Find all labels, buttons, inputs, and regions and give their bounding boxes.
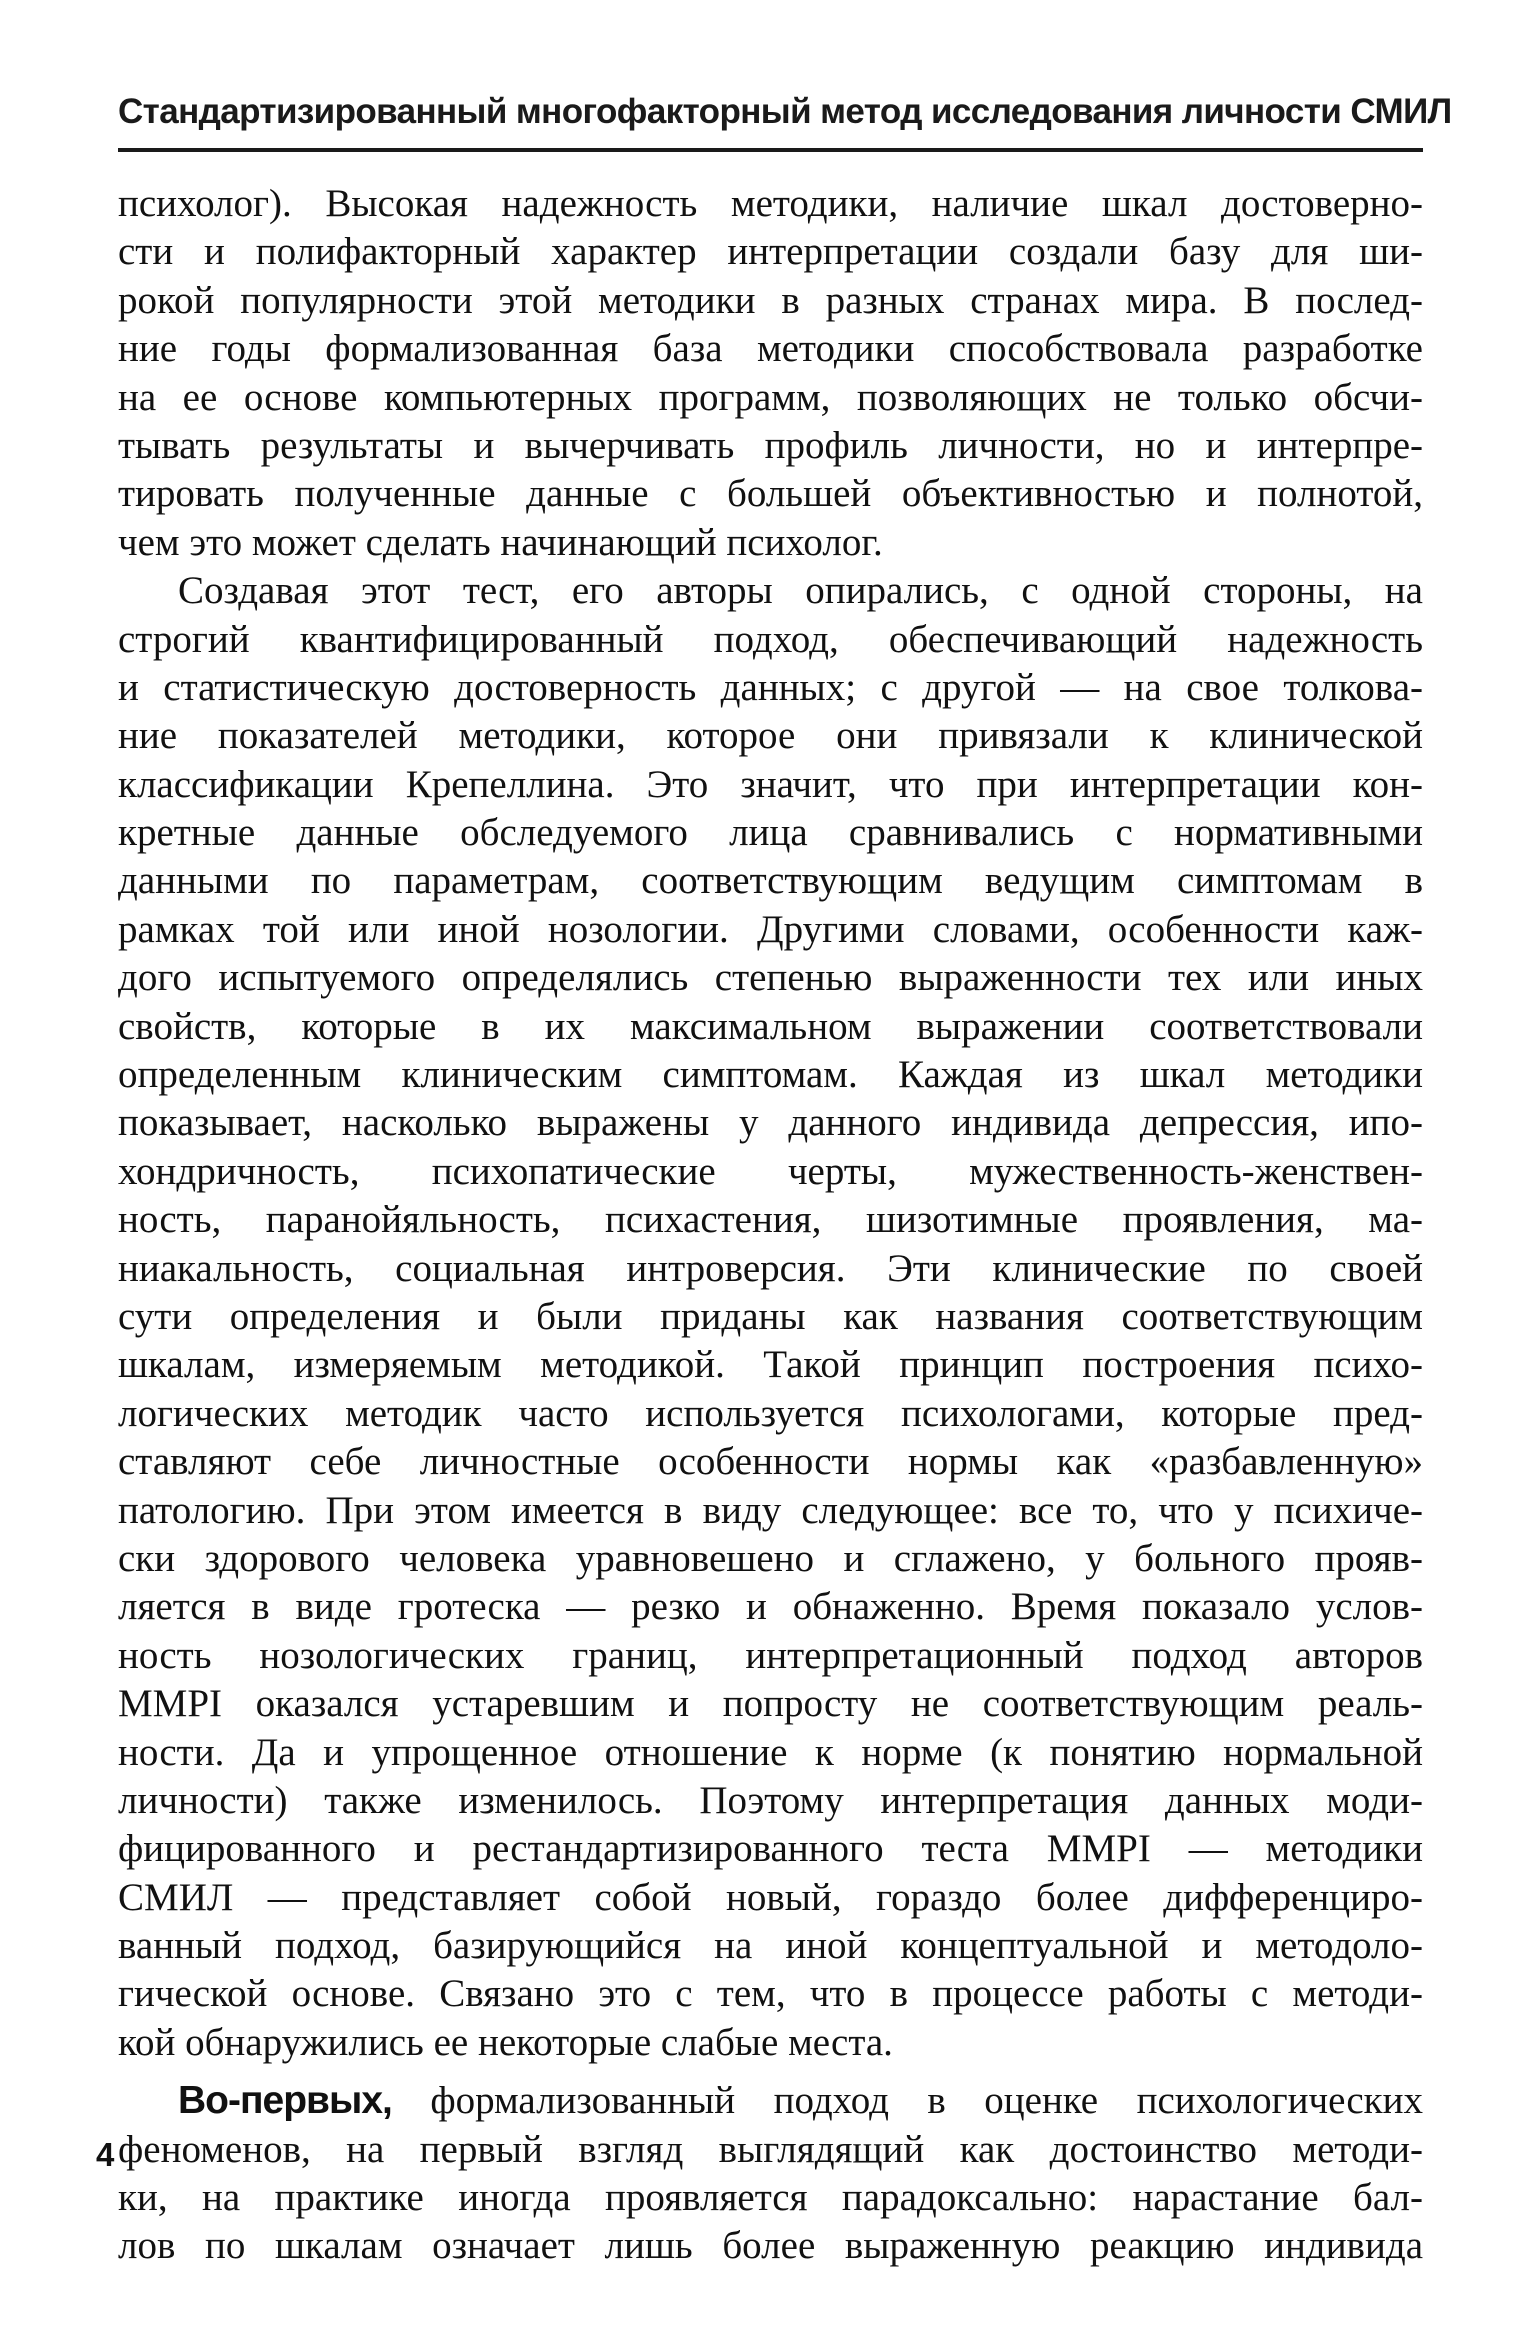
text-line: кой обнаружились ее некоторые слабые места. <box>118 2020 893 2064</box>
text-line: данными по параметрам, соответствующим ведущим симптомам в <box>118 859 1423 903</box>
text-line <box>118 2077 1423 2125</box>
text-line: личности) также изменилось. Поэтому интерпретация данных моди- <box>118 1778 1423 1822</box>
text-line: MMPI оказался устаревшим и попросту не соответствующим реаль- <box>118 1682 1423 1726</box>
body-text <box>118 180 1423 2271</box>
page-number: 4 <box>96 2136 115 2173</box>
text-line: показывает, насколько выражены у данного индивида депрессия, ипо- <box>118 1101 1423 1145</box>
text-line: определенным клиническим симптомам. Каждая из шкал методики <box>118 1053 1423 1097</box>
text-line: ность, паранойяльность, психастения, шизотимные проявления, ма- <box>118 1198 1423 1242</box>
text-line: рокой популярности этой методики в разных странах мира. В послед- <box>118 278 1423 322</box>
header-rule <box>118 148 1423 152</box>
text-line: ности. Да и упрощенное отношение к норме (к понятию нормальной <box>118 1730 1423 1774</box>
text-line: кретные данные обследуемого лица сравнивались с нормативными <box>118 811 1423 855</box>
text-line: патологию. При этом имеется в виду следующее: все то, что у психиче- <box>118 1488 1423 1532</box>
text-line: ниакальность, социальная интроверсия. Эти клинические по своей <box>118 1246 1423 1290</box>
text-line: Создавая этот тест, его авторы опирались, с одной стороны, на <box>178 569 1423 613</box>
text-line: ние показателей методики, которое они привязали к клинической <box>118 714 1423 758</box>
text-line: свойств, которые в их максимальном выражении соответствовали <box>118 1004 1423 1048</box>
text-line: логических методик часто используется психологами, которые пред- <box>118 1391 1423 1435</box>
text-line: ставляют себе личностные особенности нормы как «разбавленную» <box>118 1440 1423 1484</box>
text-line: ние годы формализованная база методики способствовала разработке <box>118 327 1423 371</box>
running-header: Стандартизированный многофакторный метод исследования личности СМИЛ <box>118 92 1452 131</box>
text-line: дого испытуемого определялись степенью выраженности тех или иных <box>118 956 1423 1000</box>
text-line: рамках той или иной нозологии. Другими словами, особенности каж- <box>118 907 1423 951</box>
bold-lead-word: Во-первых, <box>178 2079 392 2123</box>
text-line: тывать результаты и вычерчивать профиль личности, но и интерпре- <box>118 423 1423 467</box>
text-line: ность нозологических границ, интерпретационный подход авторов <box>118 1633 1423 1677</box>
text-line: лов по шкалам означает лишь более выраженную реакцию индивида <box>118 2224 1423 2268</box>
text-line: феноменов, на первый взгляд выглядящий как достоинство методи- <box>118 2127 1423 2171</box>
paragraph-gap <box>118 2067 1423 2077</box>
text-line: ванный подход, базирующийся на иной концептуальной и методоло- <box>118 1924 1423 1968</box>
text-line: на ее основе компьютерных программ, позволяющих не только обсчи- <box>118 375 1423 419</box>
text-line: классификации Крепеллина. Это значит, что при интерпретации кон- <box>118 762 1423 806</box>
text-span: формализованный подход в оценке психологических <box>391 2079 1423 2123</box>
text-line: ки, на практике иногда проявляется парадоксально: нарастание бал- <box>118 2176 1423 2220</box>
text-line: сти и полифакторный характер интерпретации создали базу для ши- <box>118 230 1423 274</box>
paragraph <box>118 567 1423 2067</box>
text-line: гической основе. Связано это с тем, что в процессе работы с методи- <box>118 1972 1423 2016</box>
text-line: и статистическую достоверность данных; с другой — на свое толкова- <box>118 665 1423 709</box>
text-line: тировать полученные данные с большей объективностью и полнотой, <box>118 472 1423 516</box>
text-line: строгий квантифицированный подход, обеспечивающий надежность <box>118 617 1423 661</box>
paragraph <box>118 180 1423 567</box>
text-line: фицированного и рестандартизированного теста MMPI — методики <box>118 1827 1423 1871</box>
text-line: психолог). Высокая надежность методики, наличие шкал достоверно- <box>118 182 1423 225</box>
text-line: чем это может сделать начинающий психолог. <box>118 520 883 564</box>
text-line: шкалам, измеряемым методикой. Такой принцип построения психо- <box>118 1343 1423 1387</box>
text-line: ляется в виде гротеска — резко и обнаженно. Время показало услов- <box>118 1585 1423 1629</box>
text-line: СМИЛ — представляет собой новый, гораздо более дифференциро- <box>118 1875 1423 1919</box>
paragraph <box>118 2077 1423 2271</box>
text-line: сути определения и были приданы как названия соответствующим <box>118 1294 1423 1338</box>
text-line: хондричность, психопатические черты, мужественность-женствен- <box>118 1149 1423 1193</box>
text-line: ски здорового человека уравновешено и сглажено, у больного прояв- <box>118 1536 1423 1580</box>
